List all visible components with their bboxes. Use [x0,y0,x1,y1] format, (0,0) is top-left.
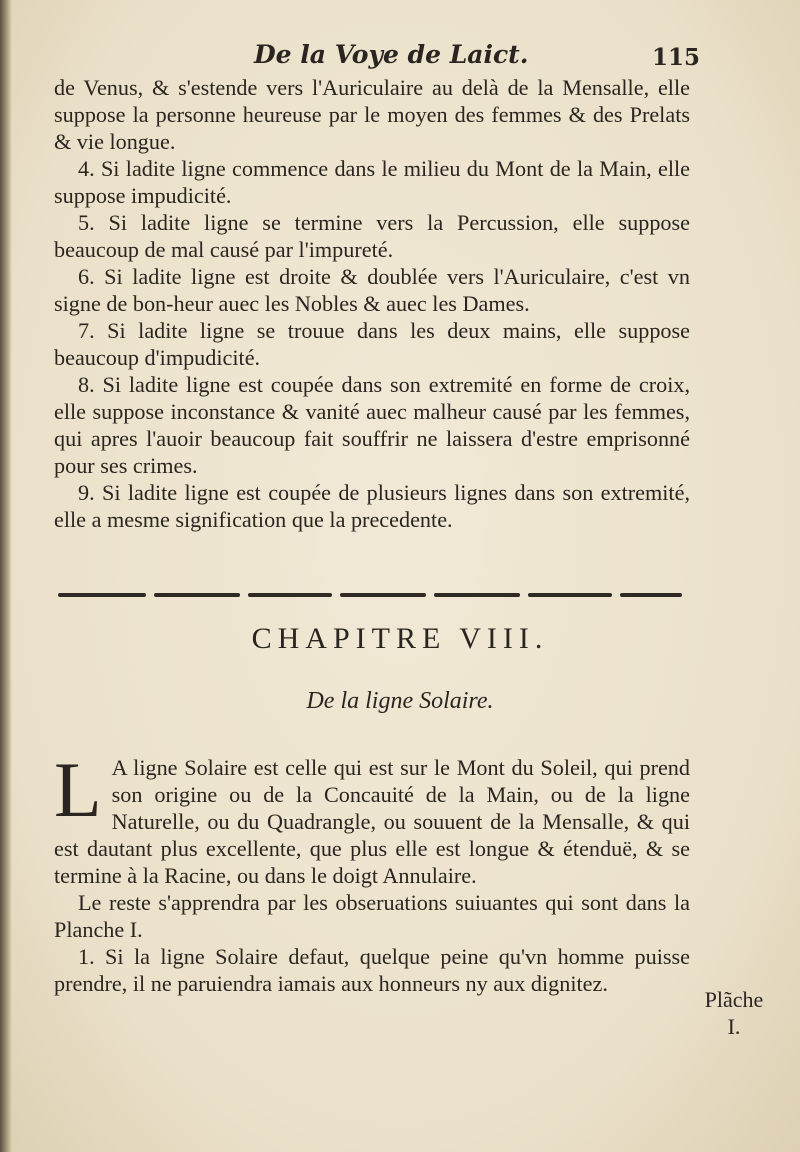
page-gutter-shadow [0,0,12,1152]
page-number: 115 [652,44,701,71]
drop-cap: L [54,746,102,833]
chapter-heading: CHAPITRE VIII. [251,622,549,655]
observation-8: 8. Si ladite ligne est coupée dans son extremité en forme de croix, elle suppose inconstance & vanité auec malheur causé par les femmes, qui apres l'auoir beaucoup fait souffrir ne laissera d'estre emprisonné pour ses crimes. [54,372,690,478]
observation-4: 4. Si ladite ligne commence dans le milieu du Mont de la Main, elle suppose impudicité. [54,156,690,208]
margin-note [694,986,774,1040]
margin-note-line-1: Plãche [704,987,764,1012]
continuation-paragraph: de Venus, & s'estende vers l'Auriculaire au delà de la Mensalle, elle suppose la personne heureuse par le moyen des femmes & des Prelats & vie longue. [54,75,690,154]
running-title: De la Voye de Laict. [254,40,529,69]
rest-paragraph: Le reste s'apprendra par les obseruations suiuantes qui sont dans la Planche I. [54,890,690,942]
chapter-subtitle: De la ligne Solaire. [306,688,494,714]
intro-paragraph [54,746,690,889]
intro-text: A ligne Solaire est celle qui est sur le Mont du Soleil, qui prend son origine ou de la Concauité de la Main, ou de la ligne Naturelle, ou du Quadrangle, ou souuent de la Mensalle, & qui est dautant plus excellente, que plus elle est longue & étenduë, & se termine à la Racine, ou dans le doigt Annulaire. [54,755,690,888]
observation-6: 6. Si ladite ligne est droite & doublée vers l'Auriculaire, c'est vn signe de bon-heur auec les Nobles & auec les Dames. [54,264,690,316]
text-block-bottom [54,746,690,997]
observation-9: 9. Si ladite ligne est coupée de plusieurs lignes dans son extremité, elle a mesme signification que la precedente. [54,480,690,532]
text-block-top [54,74,690,533]
ornamental-rule [58,590,682,600]
observation-1: 1. Si la ligne Solaire defaut, quelque peine qu'vn homme puisse prendre, il ne paruiendra iamais aux honneurs ny aux dignitez. [54,944,690,996]
margin-note-line-2: I. [727,1014,741,1039]
observation-7: 7. Si ladite ligne se trouue dans les deux mains, elle suppose beaucoup d'impudicité. [54,318,690,370]
observation-5: 5. Si ladite ligne se termine vers la Percussion, elle suppose beaucoup de mal causé par l'impureté. [54,210,690,262]
